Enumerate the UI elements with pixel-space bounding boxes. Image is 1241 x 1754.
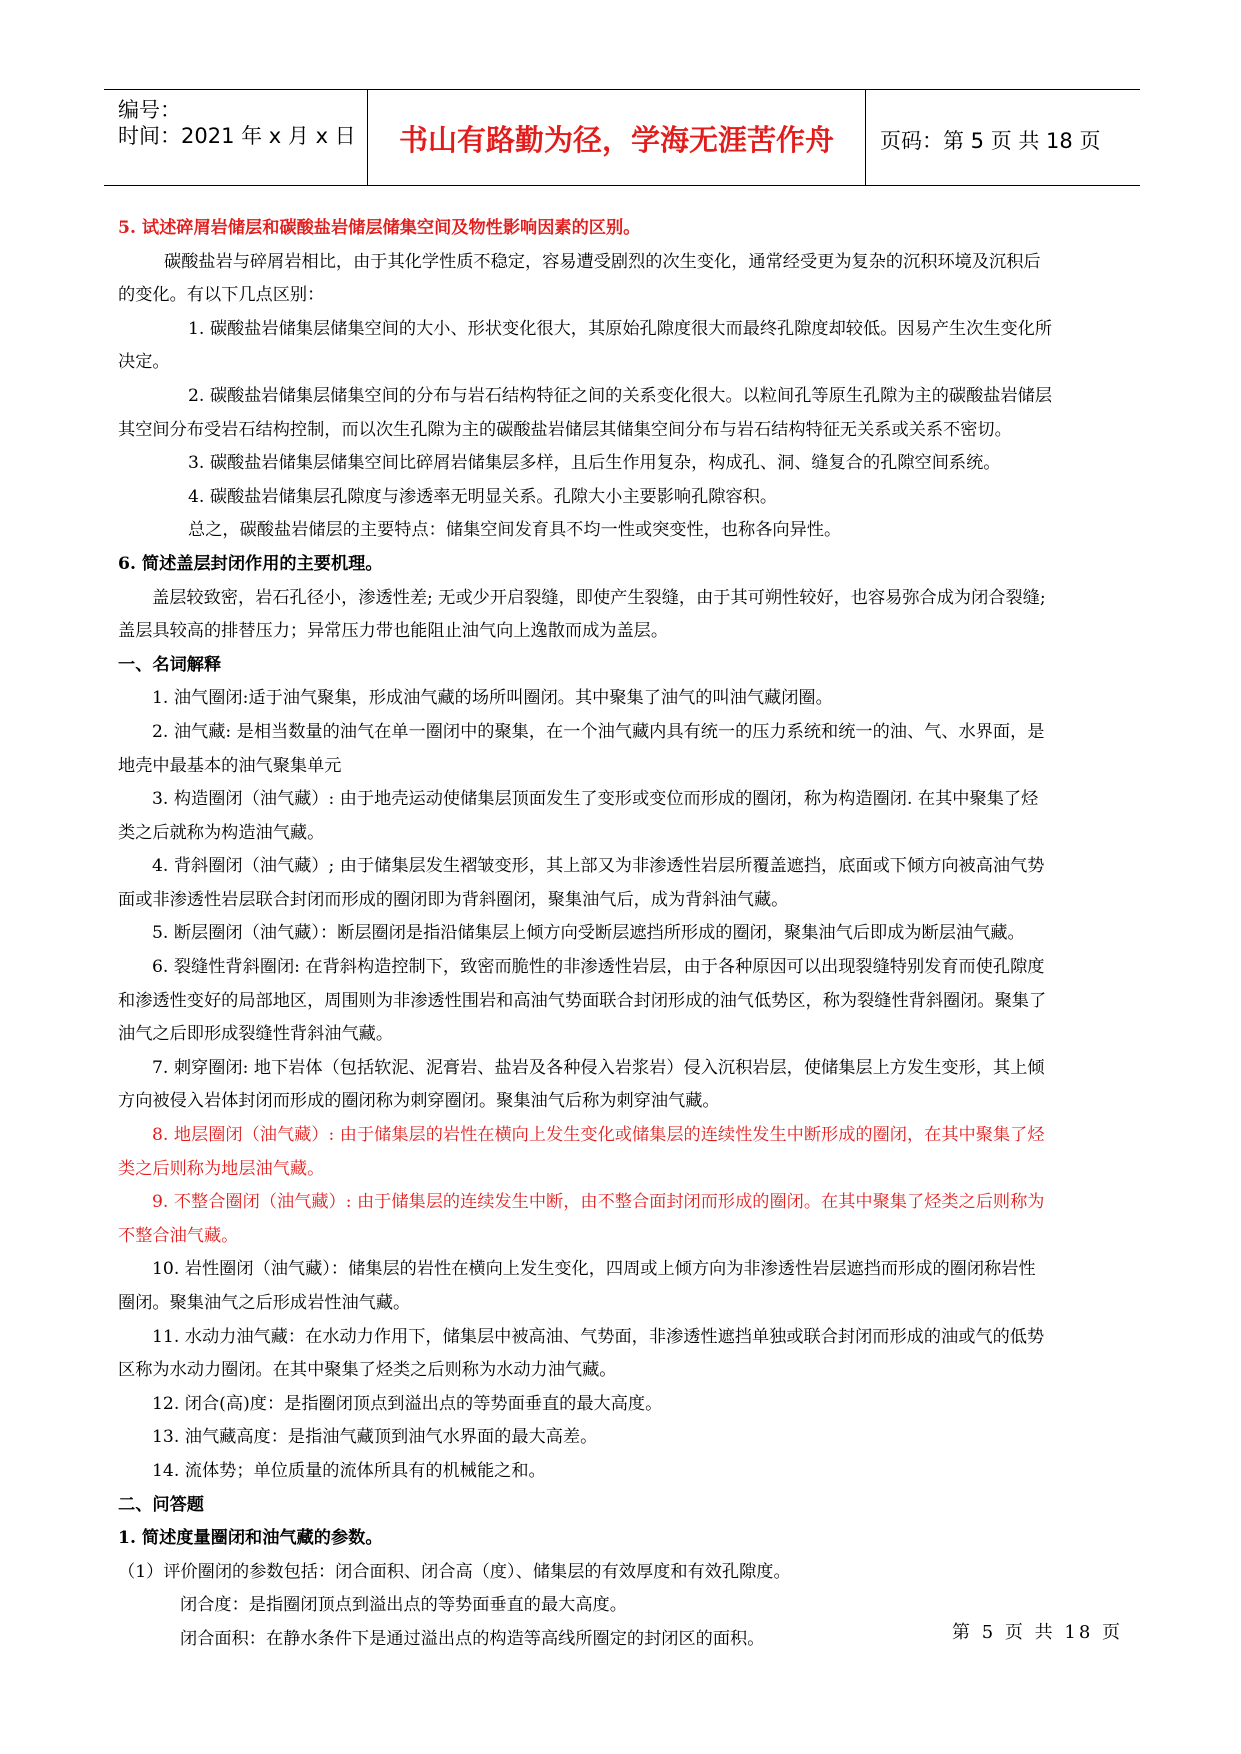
document-body	[118, 212, 1130, 1657]
header-motto-cell	[368, 90, 866, 185]
text-line: 二、问答题	[118, 1494, 204, 1515]
text-line: 9. 不整合圈闭（油气藏）: 由于储集层的连续发生中断，由不整合面封闭而形成的圈闭。在其中聚集了烃类之后则称为	[152, 1192, 1045, 1213]
text-line: 1. 简述度量圈闭和油气藏的参数。	[118, 1528, 383, 1549]
header-page-number: 页码：第 5 页 共 18 页	[880, 129, 1101, 153]
text-line: 的变化。有以下几点区别：	[118, 285, 325, 306]
text-line: 2. 碳酸盐岩储集层储集空间的分布与岩石结构特征之间的关系变化很大。以粒间孔等原生孔隙为主的碳酸盐岩储层	[188, 385, 1053, 406]
text-line: 1. 碳酸盐岩储集层储集空间的大小、形状变化很大，其原始孔隙度很大而最终孔隙度却较低。因易产生次生变化所	[188, 318, 1053, 339]
text-line: 闭合面积：在静水条件下是通过溢出点的构造等高线所圈定的封闭区的面积。	[180, 1628, 765, 1649]
text-line: 5. 断层圈闭（油气藏）：断层圈闭是指沿储集层上倾方向受断层遮挡所形成的圈闭，聚集油气后即成为断层油气藏。	[152, 923, 1025, 944]
text-line: 11. 水动力油气藏：在水动力作用下，储集层中被高油、气势面，非渗透性遮挡单独或联合封闭而形成的油或气的低势	[152, 1326, 1045, 1347]
text-line: 10. 岩性圈闭（油气藏）：储集层的岩性在横向上发生变化，四周或上倾方向为非渗透性岩层遮挡而形成的圈闭称岩性	[152, 1259, 1036, 1280]
document-time-label: 时间：2021 年 x 月 x 日	[118, 124, 356, 148]
text-line: 3. 碳酸盐岩储集层储集空间比碎屑岩储集层多样，且后生作用复杂，构成孔、洞、缝复合的孔隙空间系统。	[188, 453, 1001, 474]
text-line: 类之后就称为构造油气藏。	[118, 822, 325, 843]
text-line: 1. 油气圈闭:适于油气聚集，形成油气藏的场所叫圈闭。其中聚集了油气的叫油气藏闭圈。	[152, 688, 833, 709]
text-line: 6. 简述盖层封闭作用的主要机理。	[118, 553, 383, 574]
text-line: 8. 地层圈闭（油气藏）: 由于储集层的岩性在横向上发生变化或储集层的连续性发生中断形成的圈闭，在其中聚集了烃	[152, 1125, 1045, 1146]
text-line: 6. 裂缝性背斜圈闭: 在背斜构造控制下，致密而脆性的非渗透性岩层，由于各种原因可以出现裂缝特别发育而使孔隙度	[152, 957, 1045, 978]
text-line: 12. 闭合(高)度：是指圈闭顶点到溢出点的等势面垂直的最大高度。	[152, 1393, 663, 1414]
text-line: 区称为水动力圈闭。在其中聚集了烃类之后则称为水动力油气藏。	[118, 1360, 617, 1381]
text-line: 其空间分布受岩石结构控制，而以次生孔隙为主的碳酸盐岩储层其储集空间分布与岩石结构特征无关系或关系不密切。	[118, 419, 1012, 440]
text-line: 决定。	[118, 352, 170, 373]
text-line: 3. 构造圈闭（油气藏）: 由于地壳运动使储集层顶面发生了变形或变位而形成的圈闭，称为构造圈闭. 在其中聚集了烃	[152, 789, 1039, 810]
text-line: 4. 背斜圈闭（油气藏）; 由于储集层发生褶皱变形，其上部又为非渗透性岩层所覆盖遮挡，底面或下倾方向被高油气势	[152, 856, 1045, 877]
text-line: 闭合度：是指圈闭顶点到溢出点的等势面垂直的最大高度。	[180, 1595, 627, 1616]
text-line: 碳酸盐岩与碎屑岩相比，由于其化学性质不稳定，容易遭受剧烈的次生变化，通常经受更为复杂的沉积环境及沉积后	[164, 251, 1041, 272]
text-line: 13. 油气藏高度：是指油气藏顶到油气水界面的最大高差。	[152, 1427, 598, 1448]
text-line: 一、名词解释	[118, 654, 222, 675]
text-line: 盖层较致密，岩石孔径小，渗透性差; 无或少开启裂缝，即使产生裂缝，由于其可朔性较好，也容易弥合成为闭合裂缝;	[152, 587, 1046, 608]
text-line: 7. 刺穿圈闭: 地下岩体（包括软泥、泥膏岩、盐岩及各种侵入岩浆岩）侵入沉积岩层，使储集层上方发生变形，其上倾	[152, 1057, 1045, 1078]
text-line: 4. 碳酸盐岩储集层孔隙度与渗透率无明显关系。孔隙大小主要影响孔隙容积。	[188, 486, 778, 507]
text-line: 盖层具较高的排替压力；异常压力带也能阻止油气向上逸散而成为盖层。	[118, 621, 669, 642]
text-line: 14. 流体势；单位质量的流体所具有的机械能之和。	[152, 1460, 546, 1481]
text-line: 和渗透性变好的局部地区，周围则为非渗透性围岩和高油气势面联合封闭形成的油气低势区，称为裂缝性背斜圈闭。聚集了	[118, 990, 1047, 1011]
text-line: 面或非渗透性岩层联合封闭而形成的圈闭即为背斜圈闭，聚集油气后，成为背斜油气藏。	[118, 889, 789, 910]
text-line: （1）评价圈闭的参数包括：闭合面积、闭合高（度）、储集层的有效厚度和有效孔隙度。	[118, 1561, 791, 1582]
header-motto: 书山有路勤为径，学海无涯苦作舟	[398, 123, 834, 157]
text-line: 地壳中最基本的油气聚集单元	[118, 755, 342, 776]
header-page-cell	[866, 90, 1140, 185]
text-line: 类之后则称为地层油气藏。	[118, 1158, 325, 1179]
text-line: 总之，碳酸盐岩储层的主要特点：储集空间发育具不均一性或突变性，也称各向异性。	[188, 520, 842, 541]
page-header	[104, 89, 1140, 186]
text-line: 5. 试述碎屑岩储层和碳酸盐岩储层储集空间及物性影响因素的区别。	[118, 218, 641, 238]
document-number-label: 编号：	[118, 98, 181, 122]
page-footer: 第 5 页 共 18 页	[952, 1622, 1123, 1643]
text-line: 2. 油气藏: 是相当数量的油气在单一圈闭中的聚集，在一个油气藏内具有统一的压力系统和统一的油、气、水界面，是	[152, 721, 1045, 742]
text-line: 油气之后即形成裂缝性背斜油气藏。	[118, 1024, 394, 1045]
text-line: 圈闭。聚集油气之后形成岩性油气藏。	[118, 1293, 411, 1313]
text-line: 方向被侵入岩体封闭而形成的圈闭称为刺穿圈闭。聚集油气后称为刺穿油气藏。	[118, 1091, 720, 1112]
text-line: 不整合油气藏。	[118, 1225, 239, 1246]
header-info-cell	[104, 90, 368, 185]
